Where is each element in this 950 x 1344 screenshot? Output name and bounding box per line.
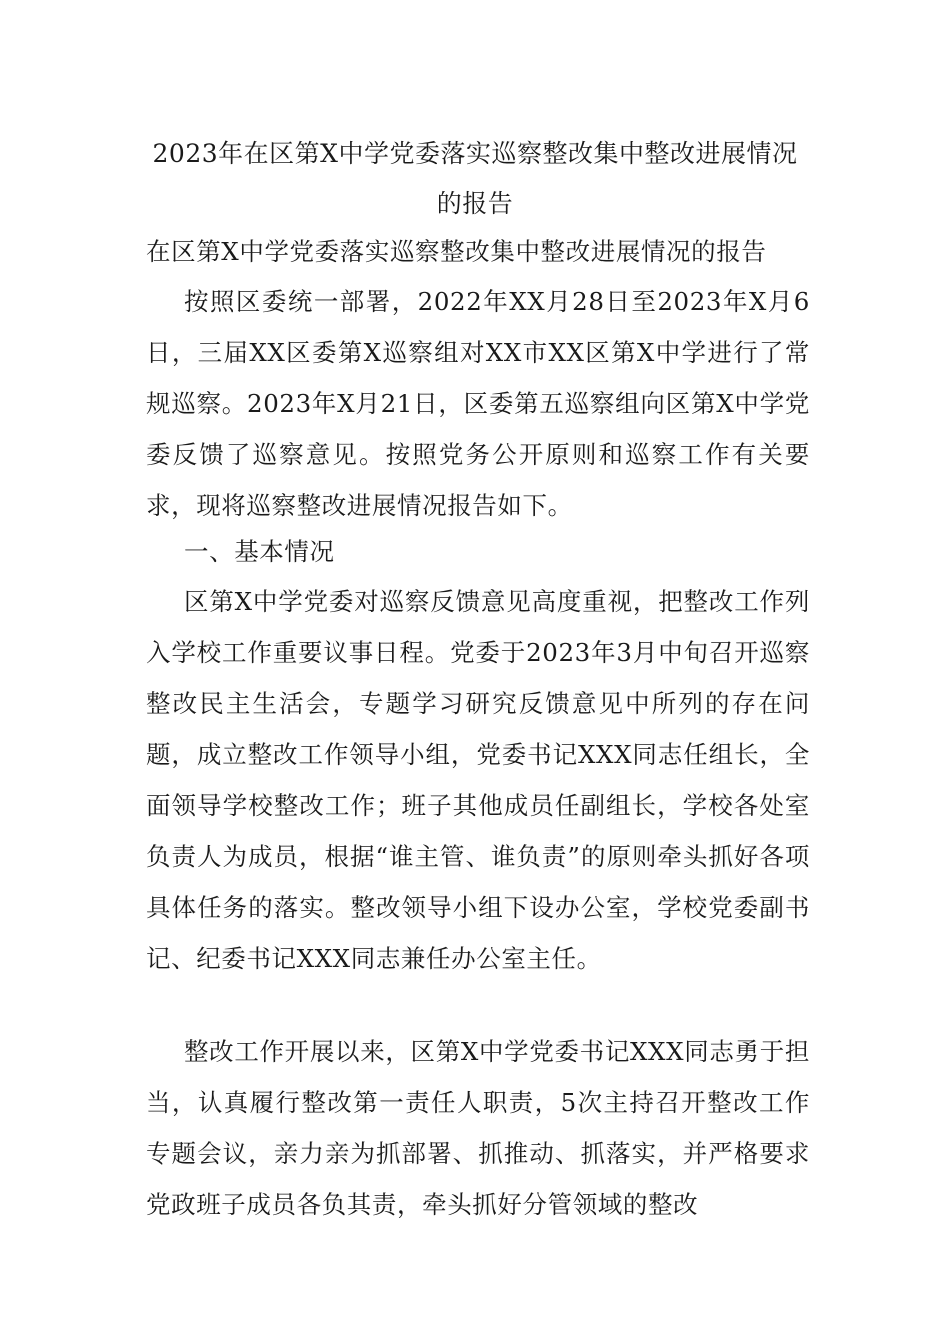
basic-situation-paragraph: 区第X中学党委对巡察反馈意见高度重视，把整改工作列入学校工作重要议事日程。党委于2023年3月中旬召开巡察整改民主生活会，专题学习研究反馈意见中所列的存在问题，成立整改工作领导小组，党委书记XXX同志任组长，全面领导学校整改工作；班子其他成员任副组长，学校各处室负责人为成员，根据“谁主管、谁负责”的原则牵头抓好各项具体任务的落实。整改领导小组下设办公室，学校党委副书记、纪委书记XXX同志兼任办公室主任。 bbox=[146, 587, 810, 973]
rectification-paragraph: 整改工作开展以来，区第X中学党委书记XXX同志勇于担当，认真履行整改第一责任人职责，5次主持召开整改工作专题会议，亲力亲为抓部署、抓推动、抓落实，并严格要求党政班子成员各负其责，牵头抓好分管领域的整改 bbox=[146, 1037, 810, 1219]
intro-paragraph: 按照区委统一部署，2022年XX月28日至2023年X月6日，三届XX区委第X巡察组对XX市XX区第X中学进行了常规巡察。2023年X月21日，区委第五巡察组向区第X中学党委反馈了巡察意见。按照党务公开原则和巡察工作有关要求，现将巡察整改进展情况报告如下。 bbox=[146, 287, 810, 520]
document-title: 2023年在区第X中学党委落实巡察整改集中整改进展情况的报告 bbox=[152, 139, 798, 218]
section-heading: 一、基本情况 bbox=[184, 537, 335, 566]
document-subtitle: 在区第X中学党委落实巡察整改集中整改进展情况的报告 bbox=[146, 237, 767, 266]
